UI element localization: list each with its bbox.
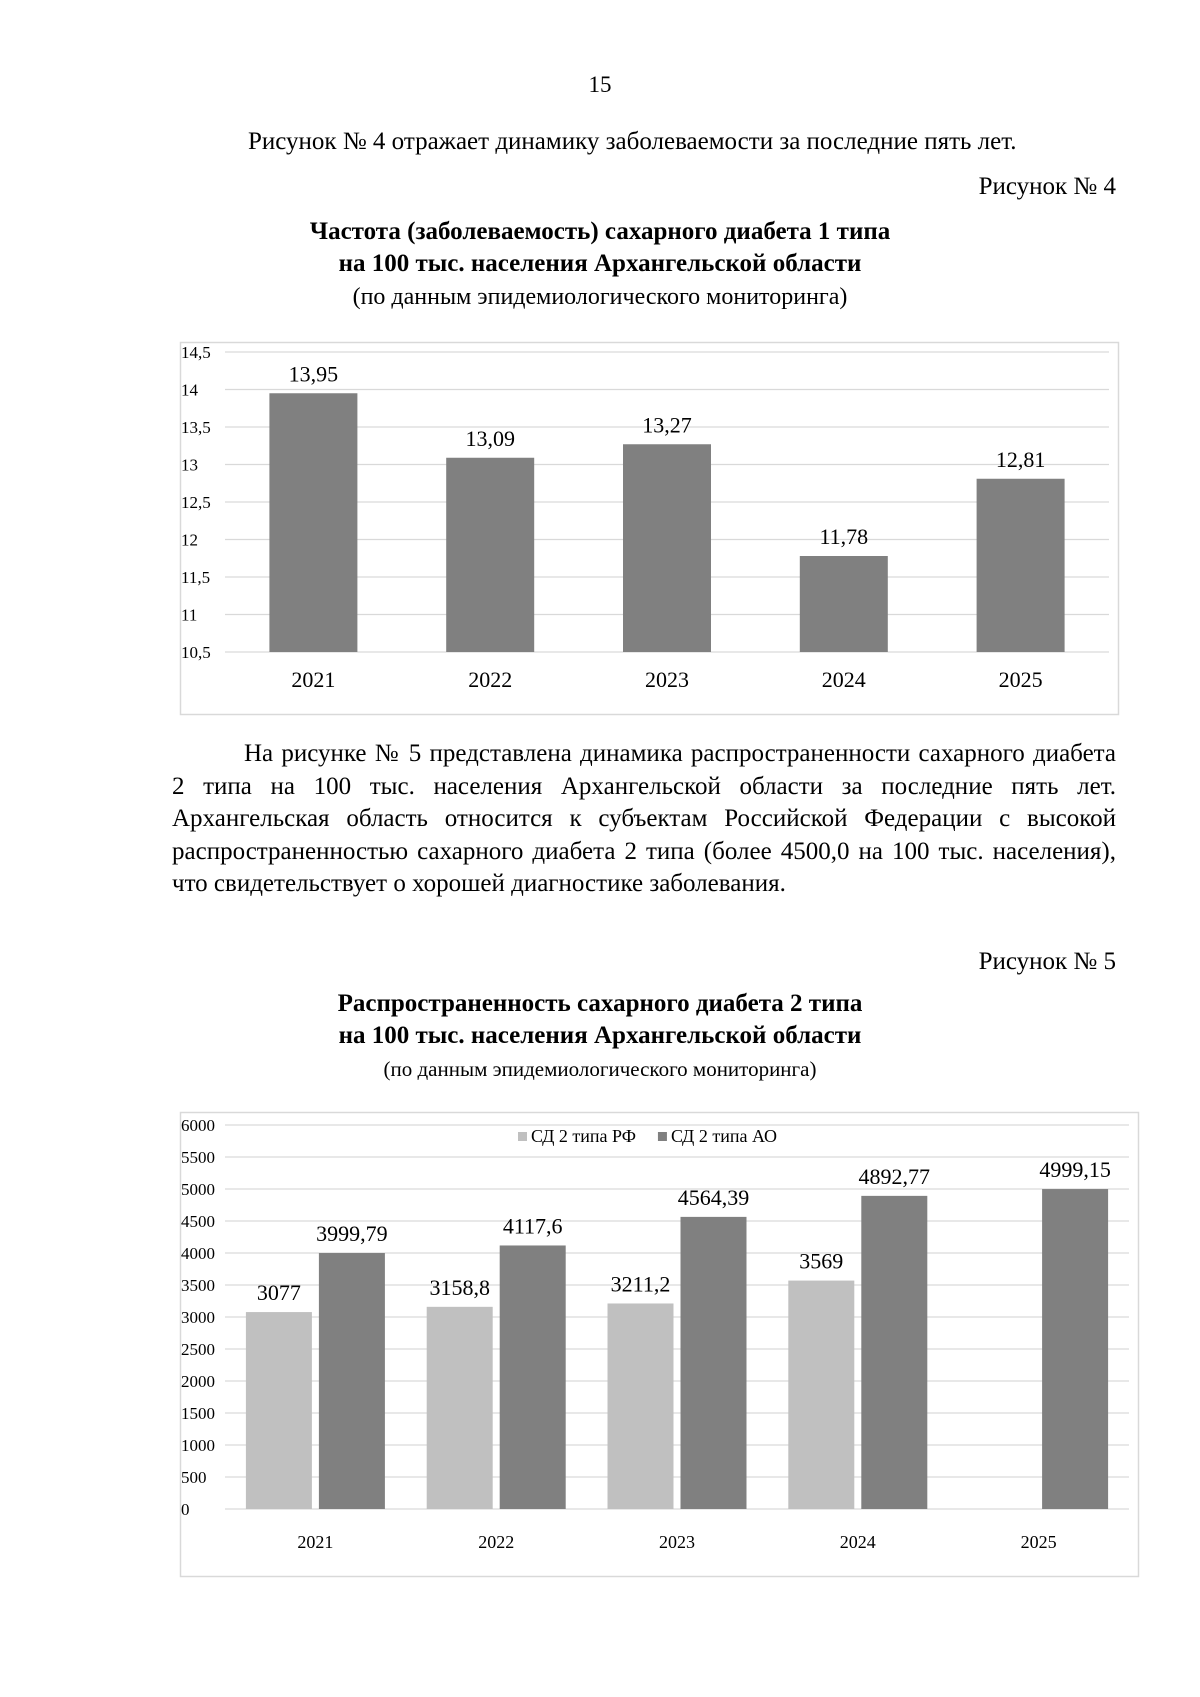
- chart-1-bar: [800, 556, 888, 652]
- chart-2-data-label: 4117,6: [502, 1213, 563, 1239]
- chart-1-bar: [446, 458, 534, 652]
- chart-2-x-tick-label: 2023: [659, 1532, 695, 1552]
- chart-2-y-tick-label: 0: [181, 1500, 190, 1519]
- chart-2-bar-series-2: [681, 1217, 747, 1509]
- figure-4-title-line-1: Частота (заболеваемость) сахарного диабета 1 типа: [309, 218, 891, 245]
- chart-2-x-tick-label: 2025: [1020, 1532, 1057, 1552]
- chart-1-x-tick-label: 2021: [291, 667, 336, 692]
- chart-2-y-tick-label: 1000: [181, 1436, 215, 1455]
- chart-1-data-label: 13,09: [465, 425, 515, 451]
- chart-2-data-label: 3211,2: [610, 1271, 671, 1297]
- chart-2-y-tick-label: 2000: [181, 1372, 215, 1391]
- chart-2-data-label: 3077: [256, 1280, 301, 1306]
- figure-5-title-line-2: на 100 тыс. населения Архангельской области: [338, 1022, 862, 1049]
- chart-1-y-tick-label: 14,5: [181, 343, 211, 362]
- chart-2-bar-series-1: [608, 1303, 674, 1509]
- chart-1-x-tick-label: 2025: [998, 667, 1043, 692]
- chart-2-y-tick-label: 500: [181, 1468, 207, 1487]
- chart-2-data-label: 4999,15: [1039, 1157, 1111, 1183]
- chart-2-data-label: 3569: [799, 1248, 844, 1274]
- chart-1-y-tick-label: 10,5: [181, 643, 211, 662]
- chart-1-data-label: 13,95: [288, 361, 339, 387]
- chart-2-bar-series-1: [788, 1281, 854, 1509]
- chart-1-data-label: 11,78: [819, 524, 869, 549]
- chart-2-data-label: 3999,79: [316, 1221, 388, 1247]
- chart-2-y-tick-label: 4500: [181, 1212, 215, 1231]
- chart-2-data-label: 3158,8: [429, 1274, 490, 1300]
- chart-1-data-label: 12,81: [995, 446, 1046, 472]
- chart-2-legend-label: СД 2 типа АО: [670, 1126, 778, 1146]
- chart-1-y-tick-label: 13: [181, 455, 198, 475]
- figure-4-label: Рисунок № 4: [978, 173, 1116, 200]
- chart-2-y-tick-label: 5500: [181, 1148, 215, 1167]
- chart-2-x-tick-label: 2022: [478, 1532, 515, 1552]
- chart-2-legend-swatch: [658, 1132, 667, 1141]
- chart-2-y-tick-label: 3000: [181, 1308, 215, 1327]
- chart-1-y-tick-label: 11: [181, 605, 198, 625]
- chart-2-data-label: 4892,77: [858, 1163, 931, 1189]
- chart-1-data-label: 13,27: [642, 412, 692, 438]
- chart-1-y-tick-label: 12,5: [181, 493, 211, 512]
- chart-2-y-tick-label: 1500: [181, 1404, 215, 1423]
- chart-1-bar: [623, 444, 711, 652]
- figure-5-label: Рисунок № 5: [978, 948, 1116, 975]
- intro-line: Рисунок № 4 отражает динамику заболеваемости за последние пять лет.: [248, 128, 1017, 155]
- chart-2-y-tick-label: 3500: [181, 1276, 215, 1295]
- chart-2-y-tick-label: 6000: [181, 1116, 215, 1135]
- chart-2-bar-series-1: [246, 1312, 312, 1509]
- chart-2-bar-series-1: [427, 1307, 493, 1509]
- chart-1-y-tick-label: 14: [181, 380, 198, 400]
- chart-1-bar: [269, 393, 357, 652]
- body-paragraph: На рисунке № 5 представлена динамика распространенности сахарного диабета 2 типа на 100 тыс. населения Архангельской области за последние пять лет. Архангельская область относится к субъектам Российской Федерации с высокой распространенностью сахарного диабета 2 типа (более 4500,0 на 100 тыс. населения), что свидетельствует о хорошей диагностике заболевания.: [172, 740, 1116, 897]
- chart-1-type1-incidence: [180, 342, 1119, 715]
- chart-2-y-tick-label: 5000: [181, 1180, 215, 1199]
- figure-4-title-line-2: на 100 тыс. населения Архангельской области: [338, 250, 862, 277]
- figure-4-subtitle: (по данным эпидемиологического мониторинга): [352, 284, 848, 310]
- chart-2-bar-series-2: [500, 1245, 566, 1509]
- chart-1-x-tick-label: 2024: [821, 667, 866, 692]
- chart-2-legend-label: СД 2 типа РФ: [531, 1126, 636, 1146]
- chart-1-y-tick-label: 13,5: [181, 418, 211, 437]
- figure-5-subtitle: (по данным эпидемиологического мониторинга): [383, 1057, 817, 1081]
- page-number: 15: [588, 72, 612, 97]
- chart-1-y-tick-label: 12: [181, 530, 198, 550]
- chart-2-type2-prevalence: [180, 1112, 1139, 1577]
- chart-2-y-tick-label: 4000: [181, 1244, 215, 1263]
- chart-2-data-label: 4564,39: [677, 1184, 750, 1210]
- chart-2-x-tick-label: 2024: [839, 1532, 876, 1552]
- chart-2-y-tick-label: 2500: [181, 1340, 215, 1359]
- figure-5-title-line-1: Распространенность сахарного диабета 2 типа: [337, 990, 863, 1017]
- chart-2-bar-series-2: [1042, 1189, 1108, 1509]
- chart-2-x-tick-label: 2021: [297, 1532, 334, 1552]
- chart-1-y-tick-label: 11,5: [181, 568, 211, 587]
- chart-1-x-tick-label: 2023: [645, 667, 689, 692]
- chart-2-bar-series-2: [319, 1253, 385, 1509]
- chart-2-legend-swatch: [518, 1132, 527, 1141]
- chart-2-bar-series-2: [861, 1196, 927, 1509]
- chart-1-bar: [977, 479, 1065, 652]
- chart-1-x-tick-label: 2022: [468, 667, 513, 692]
